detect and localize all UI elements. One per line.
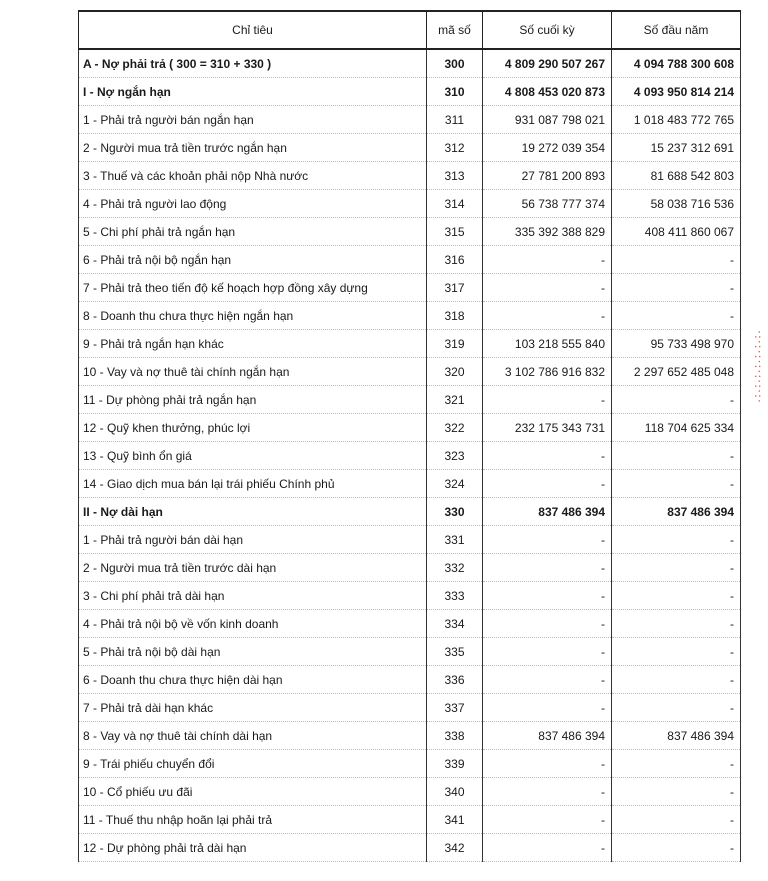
row-start-value: 4 093 950 814 214 <box>612 78 741 106</box>
header-row <box>79 11 741 49</box>
row-start-value: 408 411 860 067 <box>612 218 741 246</box>
row-code: 342 <box>427 834 483 862</box>
table-row <box>79 750 741 778</box>
row-name: 2 - Người mua trả tiền trước dài hạn <box>79 554 427 582</box>
row-code: 322 <box>427 414 483 442</box>
table-row <box>79 638 741 666</box>
row-end-value: 27 781 200 893 <box>483 162 612 190</box>
row-code: 312 <box>427 134 483 162</box>
row-code: 313 <box>427 162 483 190</box>
row-end-value: 56 738 777 374 <box>483 190 612 218</box>
row-name: 8 - Doanh thu chưa thực hiện ngắn hạn <box>79 302 427 330</box>
red-stamp-mark: ·:·:·:·:·:·:·:· <box>752 330 766 404</box>
row-name: 11 - Dự phòng phải trả ngắn hạn <box>79 386 427 414</box>
table-row <box>79 302 741 330</box>
row-code: 314 <box>427 190 483 218</box>
row-end-value: - <box>483 834 612 862</box>
row-name: 13 - Quỹ bình ổn giá <box>79 442 427 470</box>
row-code: 318 <box>427 302 483 330</box>
row-start-value: 15 237 312 691 <box>612 134 741 162</box>
row-start-value: - <box>612 778 741 806</box>
row-start-value: 837 486 394 <box>612 498 741 526</box>
row-end-value: - <box>483 694 612 722</box>
row-start-value: - <box>612 610 741 638</box>
row-end-value: - <box>483 386 612 414</box>
row-end-value: - <box>483 638 612 666</box>
row-name: 3 - Chi phí phải trả dài hạn <box>79 582 427 610</box>
row-code: 339 <box>427 750 483 778</box>
row-end-value: - <box>483 554 612 582</box>
row-start-value: - <box>612 274 741 302</box>
row-end-value: - <box>483 470 612 498</box>
row-end-value: - <box>483 778 612 806</box>
row-name: 4 - Phải trả người lao động <box>79 190 427 218</box>
row-name: 14 - Giao dịch mua bán lại trái phiếu Chính phủ <box>79 470 427 498</box>
row-end-value: - <box>483 442 612 470</box>
row-start-value: - <box>612 470 741 498</box>
row-code: 310 <box>427 78 483 106</box>
row-name: 6 - Doanh thu chưa thực hiện dài hạn <box>79 666 427 694</box>
row-code: 331 <box>427 526 483 554</box>
header-start-of-year: Số đầu năm <box>612 11 741 49</box>
table-row <box>79 162 741 190</box>
row-end-value: 837 486 394 <box>483 722 612 750</box>
row-name: 6 - Phải trả nội bộ ngắn hạn <box>79 246 427 274</box>
row-start-value: - <box>612 750 741 778</box>
row-end-value: 232 175 343 731 <box>483 414 612 442</box>
row-name: II - Nợ dài hạn <box>79 498 427 526</box>
row-code: 337 <box>427 694 483 722</box>
row-name: A - Nợ phải trả ( 300 = 310 + 330 ) <box>79 49 427 78</box>
row-start-value: - <box>612 442 741 470</box>
header-end-of-period: Số cuối kỳ <box>483 11 612 49</box>
table-row <box>79 218 741 246</box>
row-start-value: 2 297 652 485 048 <box>612 358 741 386</box>
row-name: 2 - Người mua trả tiền trước ngắn hạn <box>79 134 427 162</box>
row-name: 9 - Trái phiếu chuyển đổi <box>79 750 427 778</box>
row-name: 9 - Phải trả ngắn hạn khác <box>79 330 427 358</box>
table-row <box>79 442 741 470</box>
table-body <box>79 49 741 862</box>
row-code: 334 <box>427 610 483 638</box>
row-start-value: - <box>612 806 741 834</box>
row-code: 335 <box>427 638 483 666</box>
row-end-value: - <box>483 582 612 610</box>
row-code: 324 <box>427 470 483 498</box>
row-start-value: - <box>612 694 741 722</box>
row-code: 317 <box>427 274 483 302</box>
row-start-value: - <box>612 386 741 414</box>
row-code: 316 <box>427 246 483 274</box>
row-code: 340 <box>427 778 483 806</box>
row-start-value: 1 018 483 772 765 <box>612 106 741 134</box>
row-start-value: - <box>612 302 741 330</box>
table-row <box>79 414 741 442</box>
row-end-value: 3 102 786 916 832 <box>483 358 612 386</box>
table-row <box>79 526 741 554</box>
row-start-value: 4 094 788 300 608 <box>612 49 741 78</box>
row-name: 8 - Vay và nợ thuê tài chính dài hạn <box>79 722 427 750</box>
row-end-value: - <box>483 806 612 834</box>
table-row <box>79 778 741 806</box>
table-row <box>79 666 741 694</box>
row-end-value: - <box>483 302 612 330</box>
row-end-value: - <box>483 666 612 694</box>
row-code: 330 <box>427 498 483 526</box>
row-code: 315 <box>427 218 483 246</box>
row-end-value: - <box>483 610 612 638</box>
table-row <box>79 106 741 134</box>
row-name: 10 - Vay và nợ thuê tài chính ngắn hạn <box>79 358 427 386</box>
row-end-value: - <box>483 750 612 778</box>
row-code: 338 <box>427 722 483 750</box>
row-start-value: 81 688 542 803 <box>612 162 741 190</box>
table-row <box>79 330 741 358</box>
table-row <box>79 274 741 302</box>
row-end-value: 335 392 388 829 <box>483 218 612 246</box>
row-end-value: - <box>483 274 612 302</box>
table-row <box>79 722 741 750</box>
row-start-value: - <box>612 638 741 666</box>
row-name: 1 - Phải trả người bán ngắn hạn <box>79 106 427 134</box>
liabilities-table <box>78 10 741 862</box>
table-row <box>79 582 741 610</box>
row-start-value: - <box>612 554 741 582</box>
row-name: 5 - Chi phí phải trả ngắn hạn <box>79 218 427 246</box>
row-name: 12 - Dự phòng phải trả dài hạn <box>79 834 427 862</box>
table-row <box>79 386 741 414</box>
row-name: 10 - Cổ phiếu ưu đãi <box>79 778 427 806</box>
row-start-value: 58 038 716 536 <box>612 190 741 218</box>
table-row <box>79 498 741 526</box>
table-row <box>79 554 741 582</box>
table-row <box>79 694 741 722</box>
table-row <box>79 246 741 274</box>
row-start-value: 837 486 394 <box>612 722 741 750</box>
table-row <box>79 806 741 834</box>
row-code: 311 <box>427 106 483 134</box>
row-start-value: - <box>612 582 741 610</box>
row-end-value: 4 808 453 020 873 <box>483 78 612 106</box>
balance-sheet <box>78 10 740 862</box>
row-end-value: 931 087 798 021 <box>483 106 612 134</box>
table-row <box>79 610 741 638</box>
row-code: 341 <box>427 806 483 834</box>
header-name: Chỉ tiêu <box>79 11 427 49</box>
table-row <box>79 358 741 386</box>
row-code: 333 <box>427 582 483 610</box>
header-code: mã số <box>427 11 483 49</box>
row-name: 4 - Phải trả nội bộ về vốn kinh doanh <box>79 610 427 638</box>
row-name: 7 - Phải trả theo tiến độ kế hoạch hợp đồng xây dựng <box>79 274 427 302</box>
row-start-value: - <box>612 834 741 862</box>
row-end-value: - <box>483 526 612 554</box>
row-code: 321 <box>427 386 483 414</box>
row-code: 300 <box>427 49 483 78</box>
row-code: 332 <box>427 554 483 582</box>
row-name: 3 - Thuế và các khoản phải nộp Nhà nước <box>79 162 427 190</box>
table-row <box>79 78 741 106</box>
table-row <box>79 834 741 862</box>
row-start-value: - <box>612 666 741 694</box>
row-code: 319 <box>427 330 483 358</box>
row-name: I - Nợ ngắn hạn <box>79 78 427 106</box>
table-row <box>79 470 741 498</box>
row-start-value: 95 733 498 970 <box>612 330 741 358</box>
row-code: 323 <box>427 442 483 470</box>
row-start-value: - <box>612 246 741 274</box>
table-row <box>79 134 741 162</box>
row-name: 7 - Phải trả dài hạn khác <box>79 694 427 722</box>
row-name: 12 - Quỹ khen thưởng, phúc lợi <box>79 414 427 442</box>
row-end-value: 837 486 394 <box>483 498 612 526</box>
row-code: 320 <box>427 358 483 386</box>
row-name: 1 - Phải trả người bán dài hạn <box>79 526 427 554</box>
row-end-value: 4 809 290 507 267 <box>483 49 612 78</box>
row-end-value: 103 218 555 840 <box>483 330 612 358</box>
row-start-value: 118 704 625 334 <box>612 414 741 442</box>
table-row <box>79 49 741 78</box>
row-end-value: 19 272 039 354 <box>483 134 612 162</box>
row-name: 5 - Phải trả nội bộ dài hạn <box>79 638 427 666</box>
row-name: 11 - Thuế thu nhập hoãn lại phải trả <box>79 806 427 834</box>
row-end-value: - <box>483 246 612 274</box>
row-code: 336 <box>427 666 483 694</box>
row-start-value: - <box>612 526 741 554</box>
table-row <box>79 190 741 218</box>
